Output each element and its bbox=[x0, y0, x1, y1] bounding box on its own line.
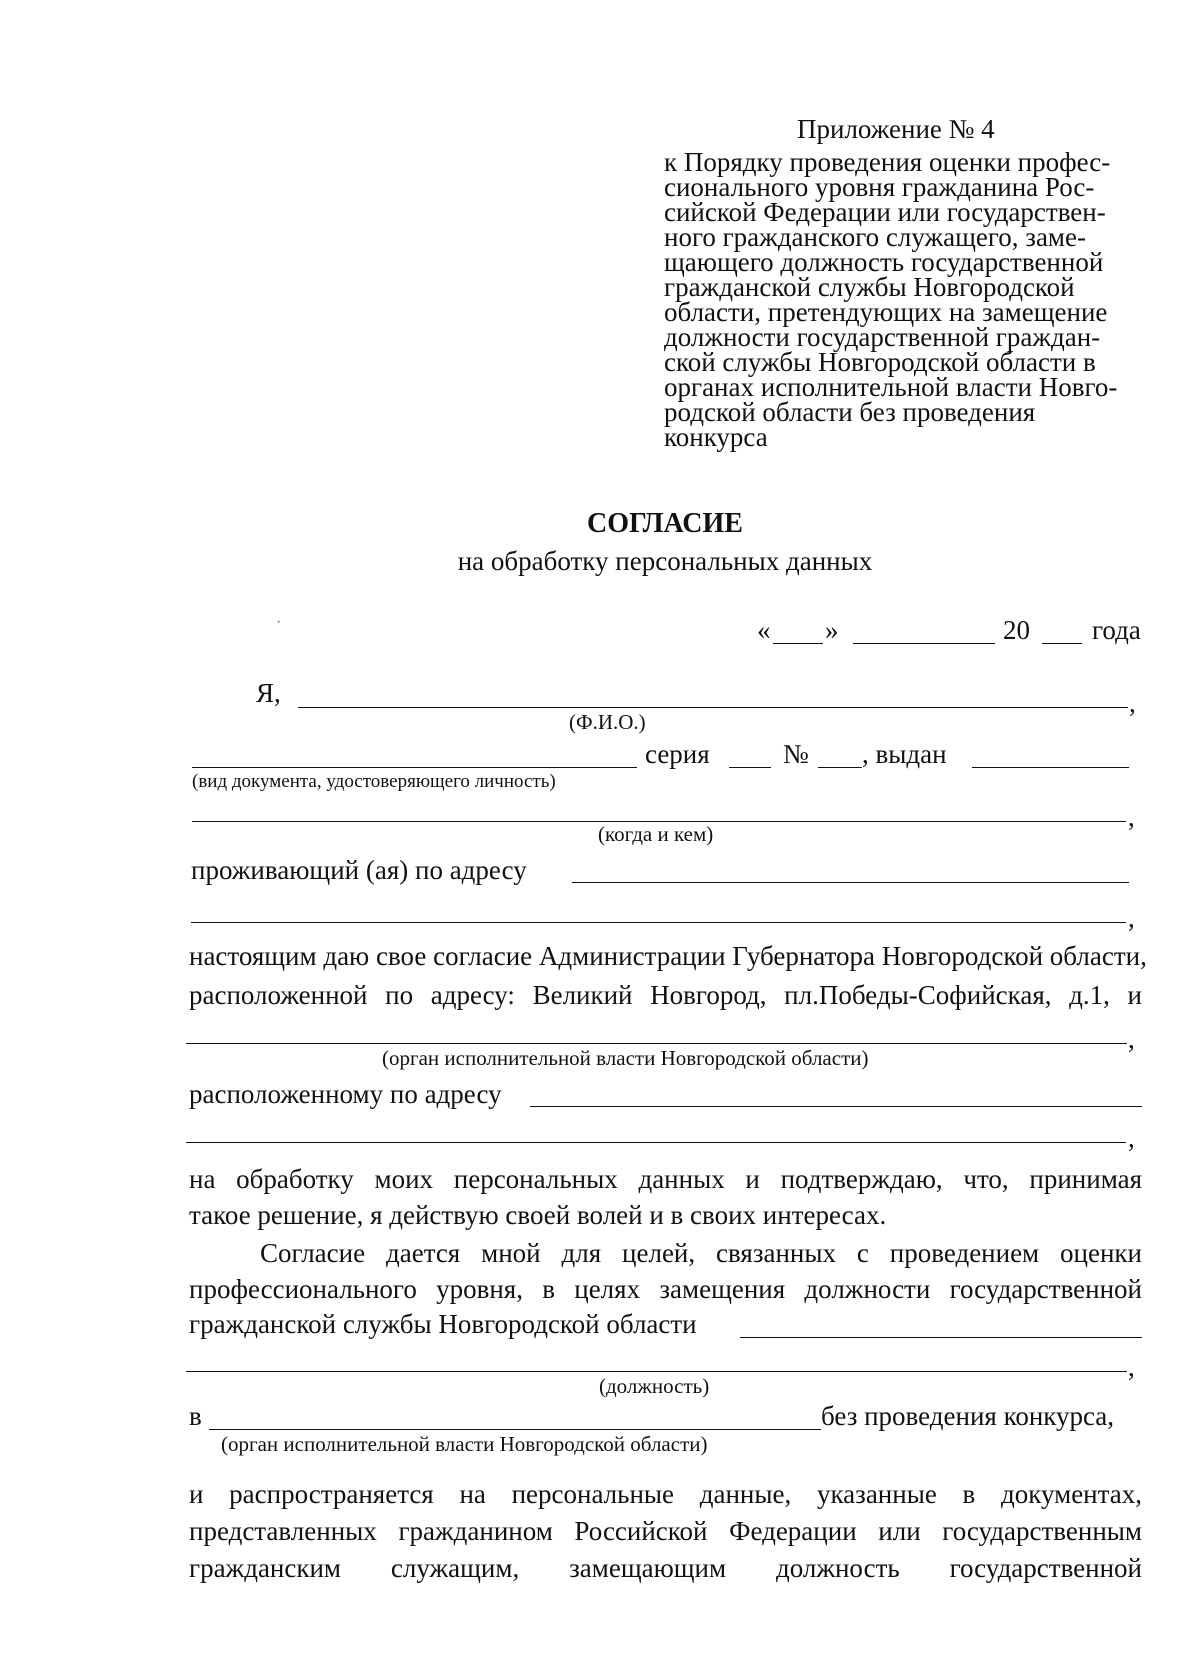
residence-blank-2 bbox=[191, 922, 1126, 923]
series-label: серия bbox=[645, 739, 710, 769]
appendix-line: области, претендующих на замещение bbox=[664, 297, 1108, 327]
organ-blank bbox=[186, 1043, 1127, 1044]
location-blank-2 bbox=[186, 1142, 1126, 1143]
fio-blank bbox=[298, 707, 1128, 708]
processing-line-1: на обработку моих персональных данных и подтверждаю, что, принимая bbox=[189, 1164, 1142, 1194]
residence-blank bbox=[572, 882, 1129, 883]
document-type-blank bbox=[192, 767, 637, 768]
position-caption: (должность) bbox=[599, 1374, 710, 1398]
fio-comma: , bbox=[1129, 688, 1136, 718]
extends-line-2: представленных гражданином Российской Федерации или государственным bbox=[189, 1516, 1142, 1546]
no-contest-label: без проведения конкурса, bbox=[821, 1401, 1115, 1431]
consent-line-2: расположенной по адресу: Великий Новгород, пл.Победы-Софийская, д.1, и bbox=[189, 980, 1142, 1010]
document-type-caption: (вид документа, удостоверяющего личность) bbox=[192, 771, 556, 792]
consent-line-1: настоящим даю свое согласие Администрации Губернатора Новгородской области, bbox=[189, 941, 1147, 971]
appendix-line: конкурса bbox=[664, 422, 768, 452]
location-comma: , bbox=[1128, 1123, 1135, 1153]
purpose-line-2: профессионального уровня, в целях замещения должности государственной bbox=[189, 1274, 1142, 1304]
date-year-prefix: 20 bbox=[1003, 615, 1030, 645]
organ2-blank bbox=[209, 1429, 821, 1430]
fio-caption: (Ф.И.О.) bbox=[569, 710, 646, 734]
date-close-quote: » bbox=[825, 615, 839, 645]
issued-label: , выдан bbox=[862, 739, 947, 769]
document-subtitle: на обработку персональных данных bbox=[457, 546, 873, 576]
date-year-suffix: года bbox=[1092, 615, 1141, 645]
extends-line-1: и распространяется на персональные данные, указанные в документах, bbox=[189, 1479, 1142, 1509]
purpose-line-1: Согласие дается мной для целей, связанных с проведением оценки bbox=[260, 1238, 1142, 1268]
number-blank bbox=[818, 767, 862, 768]
number-label: № bbox=[783, 739, 809, 769]
issued-blank bbox=[972, 767, 1129, 768]
appendix-line: щающего должность государственной bbox=[664, 247, 1104, 277]
organ2-caption: (орган исполнительной власти Новгородской области) bbox=[221, 1432, 708, 1456]
ya-label: Я, bbox=[256, 678, 281, 708]
appendix-line: к Порядку проведения оценки профес- bbox=[664, 147, 1111, 177]
residence-label: проживающий (ая) по адресу bbox=[191, 855, 527, 885]
date-year-blank bbox=[1042, 643, 1082, 644]
location-blank bbox=[530, 1106, 1142, 1107]
extends-line-3: гражданским служащим, замещающим должность государственной bbox=[189, 1553, 1142, 1583]
residence-comma: , bbox=[1128, 903, 1135, 933]
appendix-line: гражданской службы Новгородской bbox=[664, 272, 1075, 302]
appendix-line: сийской Федерации или государствен- bbox=[664, 197, 1106, 227]
scan-mark: · bbox=[276, 614, 282, 631]
date-month-blank bbox=[853, 643, 995, 644]
organ-comma: , bbox=[1128, 1024, 1135, 1054]
appendix-line: ного гражданского служащего, заме- bbox=[664, 222, 1086, 252]
appendix-title: Приложение № 4 bbox=[797, 114, 995, 144]
purpose-line-3: гражданской службы Новгородской области bbox=[189, 1309, 697, 1339]
in-label: в bbox=[189, 1401, 202, 1431]
processing-line-2: такое решение, я действую своей волей и в своих интересах. bbox=[189, 1200, 887, 1230]
issued-when-comma: , bbox=[1128, 802, 1135, 832]
series-blank bbox=[729, 767, 771, 768]
appendix-line: должности государственной граждан- bbox=[664, 322, 1101, 352]
location-label: расположенному по адресу bbox=[189, 1079, 502, 1109]
document-title: СОГЛАСИЕ bbox=[587, 508, 743, 539]
appendix-line: родской области без проведения bbox=[664, 397, 1036, 427]
issued-when-caption: (когда и кем) bbox=[598, 822, 714, 846]
appendix-line: органах исполнительной власти Новго- bbox=[664, 372, 1118, 402]
appendix-line: ской службы Новгородской области в bbox=[664, 347, 1096, 377]
date-day-blank bbox=[773, 643, 823, 644]
appendix-line: сионального уровня гражданина Рос- bbox=[664, 172, 1095, 202]
position-blank-2 bbox=[186, 1371, 1127, 1372]
date-open-quote: « bbox=[757, 615, 771, 645]
position-blank bbox=[740, 1337, 1142, 1338]
organ-caption: (орган исполнительной власти Новгородской области) bbox=[382, 1046, 869, 1070]
position-comma: , bbox=[1128, 1352, 1135, 1382]
